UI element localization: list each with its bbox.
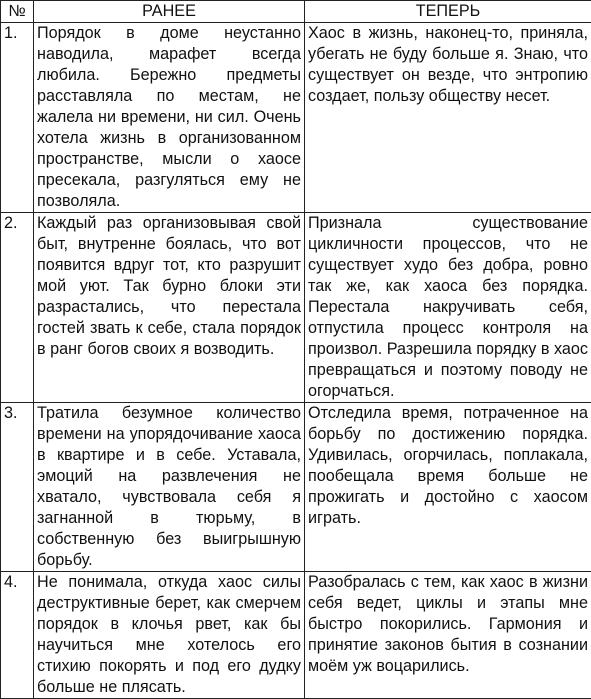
row-number: 2.: [1, 213, 34, 403]
table-row: [1, 403, 591, 572]
row-number: 3.: [1, 403, 34, 572]
header-number: №: [1, 1, 34, 23]
header-before: РАНЕЕ: [34, 1, 305, 23]
header-now: ТЕПЕРЬ: [305, 1, 591, 23]
before-cell: Каждый раз организовывая свой быт, внутренне боялась, что вот появится вдруг тот, кто разрушит мой уют. Так бурно блоки эти разрастались, что перестала гостей звать к себе, стала порядок в ранг богов своих я возводить.: [34, 213, 305, 403]
before-cell: Не понимала, откуда хаос силы деструктивные берет, как смерчем порядок в клочья рвет, как бы научиться мне хотелось его стихию покорять и под его дудку больше не плясать.: [34, 572, 305, 699]
header-row: [1, 1, 591, 23]
row-number: 4.: [1, 572, 34, 699]
before-cell: Порядок в доме неустанно наводила, марафет всегда любила. Бережно предметы расставляла по местам, не жалела ни времени, ни сил. Очень хотела жизнь в организованном пространстве, мысли о хаосе пресекала, разгуляться ему не позволяла.: [34, 23, 305, 213]
table-row: [1, 572, 591, 699]
row-number: 1.: [1, 23, 34, 213]
table-row: [1, 23, 591, 213]
now-cell: Хаос в жизнь, наконец-то, приняла, убегать не буду больше я. Знаю, что существует он везде, что энтропию создает, пользу обществу несет.: [305, 23, 591, 213]
table-row: [1, 213, 591, 403]
now-cell: Отследила время, потраченное на борьбу по достижению порядка. Удивилась, огорчилась, поплакала, пообещала время больше не прожигать и достойно с хаосом играть.: [305, 403, 591, 572]
now-cell: Разобралась с тем, как хаос в жизни себя ведет, циклы и этапы мне быстро покорились. Гармония и принятие законов бытия в сознании моём уж воцарились.: [305, 572, 591, 699]
now-cell: Признала существование цикличности процессов, что не существует худо без добра, ровно так же, как хаоса без порядка. Перестала накручивать себя, отпустила процесс контроля на произвол. Разрешила порядку в хаос превращаться и поэтому поводу не огорчаться.: [305, 213, 591, 403]
before-cell: Тратила безумное количество времени на упорядочивание хаоса в квартире и в себе. Уставала, эмоций на развлечения не хватало, чувствовала себя я загнанной в тюрьму, в собственную без выигрышную борьбу.: [34, 403, 305, 572]
